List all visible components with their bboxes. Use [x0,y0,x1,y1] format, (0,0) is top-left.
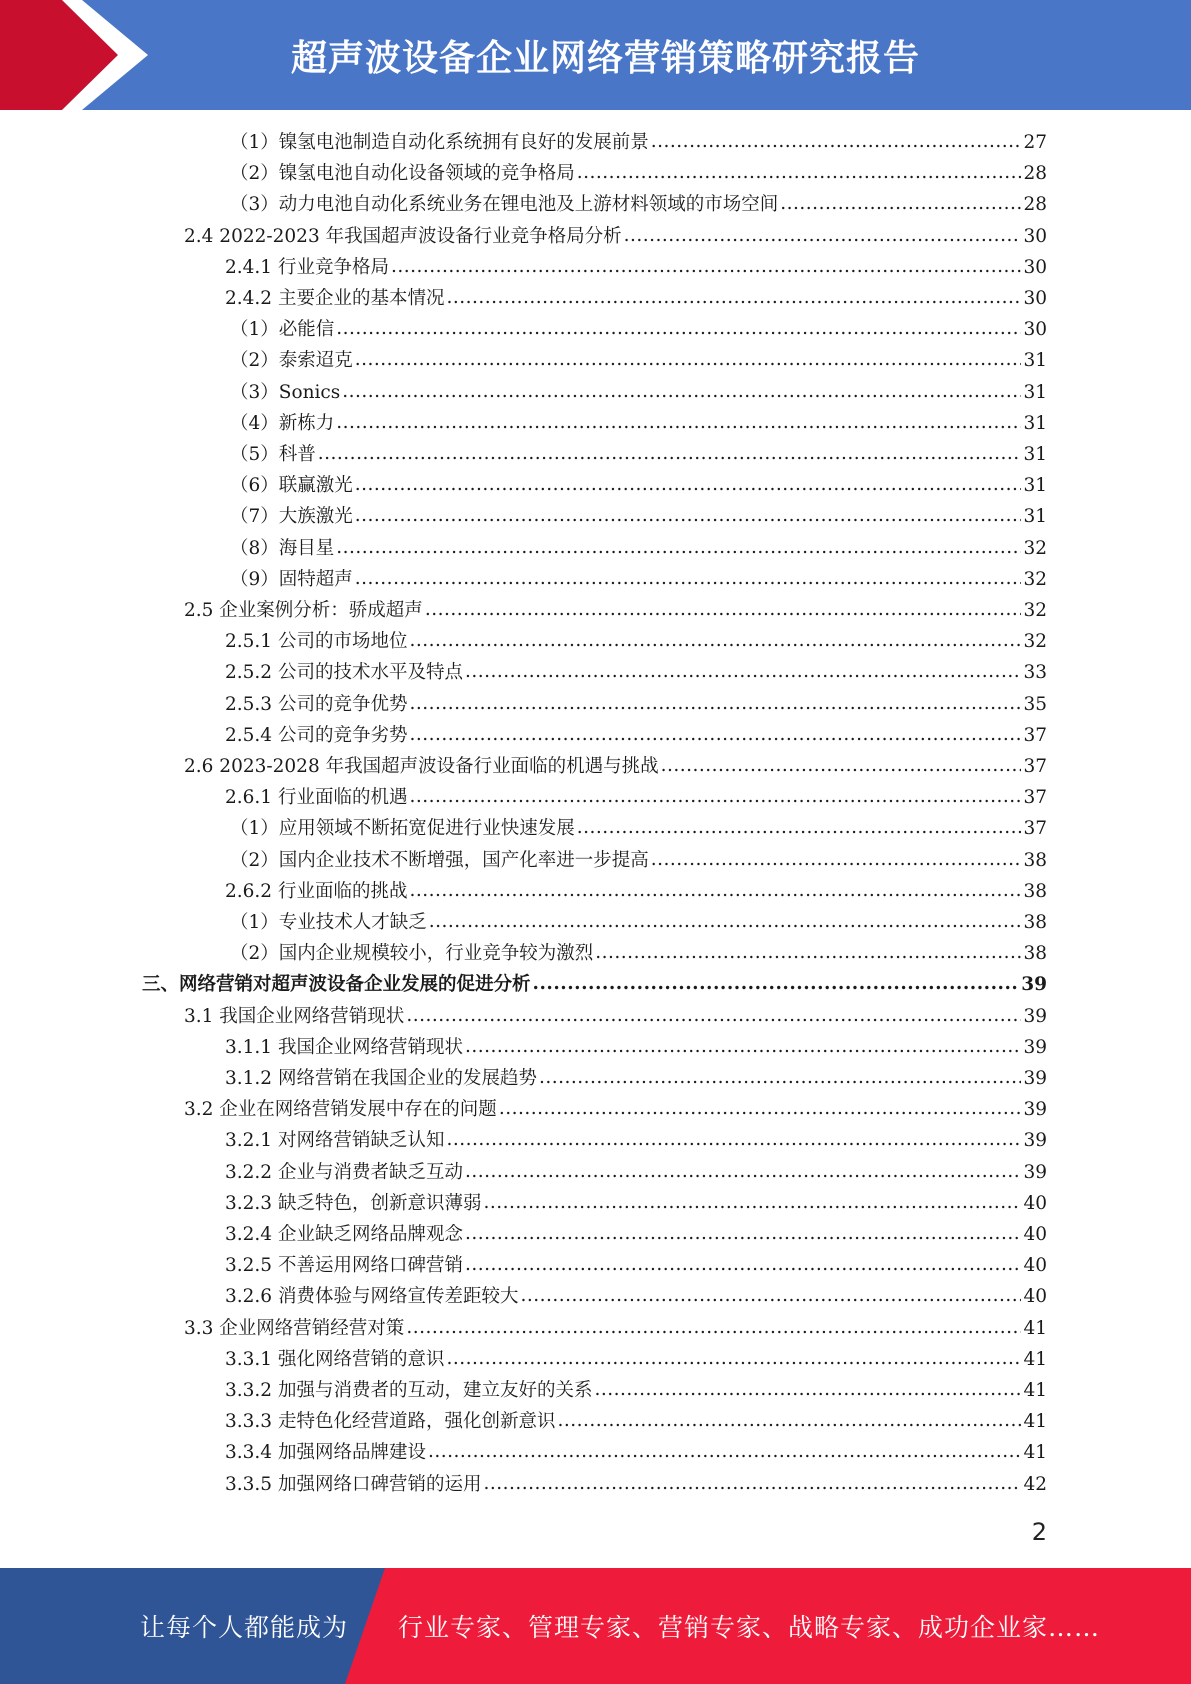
toc-leader-dots [465,1218,1021,1249]
toc-entry-page: 32 [1023,537,1047,559]
toc-leader-dots [465,656,1021,687]
toc-leader-dots [409,781,1021,812]
toc-entry-page: 38 [1023,912,1047,933]
toc-leader-dots [499,1093,1022,1124]
toc-entry-page: 28 [1023,163,1047,185]
toc-leader-dots [336,532,1021,563]
toc-leader-dots [409,625,1021,656]
toc-entry[interactable] [184,1313,1047,1344]
toc-entry-page: 39 [1023,1099,1047,1121]
toc-entry[interactable] [225,283,1047,314]
toc-entry-label: 2.6.2 行业面临的挑战 [225,880,408,902]
toc-entry-label: 2.5.1 公司的市场地位 [225,631,408,653]
toc-entry-page: 33 [1023,662,1047,684]
toc-entry-page: 41 [1023,1317,1047,1339]
toc-entry-page: 37 [1023,787,1047,809]
toc-leader-dots [409,688,1021,719]
toc-leader-dots [429,906,1022,937]
toc-entry-page: 39 [1023,1161,1047,1183]
toc-entry-label: （2）镍氢电池自动化设备领域的竞争格局 [230,163,575,185]
toc-leader-dots [594,1374,1021,1405]
toc-entry-label: （8）海目星 [230,537,335,559]
toc-entry-label: 3.2.1 对网络营销缺乏认知 [225,1130,445,1152]
toc-entry-label: 三、网络营销对超声波设备企业发展的促进分析 [142,974,531,996]
toc-entry[interactable] [225,876,1047,907]
toc-leader-dots [651,126,1022,157]
toc-leader-dots [595,937,1021,968]
toc-entry-page: 37 [1023,818,1047,840]
page-number: 2 [1031,1518,1047,1546]
page-footer [0,1568,1191,1684]
toc-entry-label: （5）科普 [230,444,316,465]
toc-entry[interactable] [225,1406,1047,1437]
footer-slogan-right: 行业专家、管理专家、营销专家、战略专家、成功企业家…… [398,1613,1101,1642]
toc-entry-page: 41 [1023,1380,1047,1401]
toc-leader-dots [533,968,1020,999]
toc-leader-dots [406,1312,1021,1343]
toc-entry[interactable] [184,1094,1047,1125]
report-title: 超声波设备企业网络营销策略研究报告 [290,37,920,79]
toc-entry-page: 30 [1023,319,1047,341]
toc-leader-dots [539,1062,1021,1093]
toc-entry-label: 2.6.1 行业面临的机遇 [225,787,408,809]
toc-entry[interactable] [225,1375,1047,1406]
toc-leader-dots [446,1124,1021,1155]
toc-entry-page: 37 [1023,724,1047,746]
toc-entry[interactable] [225,657,1047,688]
toc-entry[interactable] [225,782,1047,813]
toc-leader-dots [483,1468,1021,1499]
toc-entry-label: （7）大族激光 [230,506,353,528]
toc-entry-label: 3.3 企业网络营销经营对策 [184,1317,405,1339]
toc-entry[interactable] [184,751,1047,782]
toc-leader-dots [446,282,1021,313]
toc-entry-page: 31 [1023,381,1047,403]
toc-entry-page: 30 [1023,288,1047,309]
toc-entry-page: 31 [1023,412,1047,434]
toc-entry[interactable] [230,314,1047,345]
toc-entry-label: 3.1.1 我国企业网络营销现状 [225,1036,463,1058]
toc-leader-dots [577,812,1022,843]
toc-entry-page: 31 [1023,444,1047,465]
toc-entry-label: 3.1 我国企业网络营销现状 [184,1005,405,1027]
toc-entry-label: 2.4.1 行业竞争格局 [225,256,389,278]
toc-entry-page: 32 [1023,631,1047,653]
toc-entry-page: 37 [1023,756,1047,777]
toc-entry-label: 2.6 2023-2028 年我国超声波设备行业面临的机遇与挑战 [184,756,659,777]
toc-entry[interactable] [225,1250,1047,1281]
toc-leader-dots [409,875,1021,906]
toc-entry[interactable] [230,470,1047,501]
toc-entry-page: 32 [1023,600,1047,621]
toc-entry[interactable] [230,408,1047,439]
toc-entry[interactable] [225,1188,1047,1219]
toc-entry-page: 32 [1023,568,1047,590]
toc-leader-dots [465,1031,1021,1062]
toc-entry[interactable] [230,127,1047,158]
toc-leader-dots [520,1280,1021,1311]
toc-entry[interactable] [230,377,1047,408]
toc-entry[interactable] [230,907,1047,938]
toc-entry-page: 31 [1023,475,1047,497]
toc-entry[interactable] [225,1219,1047,1250]
toc-entry[interactable] [225,1063,1047,1094]
toc-entry-label: 3.2.5 不善运用网络口碑营销 [225,1255,463,1277]
toc-leader-dots [355,469,1022,500]
toc-leader-dots [624,220,1022,251]
toc-entry-page: 35 [1023,693,1047,715]
toc-entry-label: （2）国内企业规模较小，行业竞争较为激烈 [230,943,594,965]
toc-leader-dots [406,1000,1021,1031]
toc-entry-page: 39 [1023,1130,1047,1152]
toc-entry-page: 31 [1023,506,1047,528]
toc-leader-dots [557,1405,1021,1436]
toc-entry[interactable] [230,345,1047,376]
toc-leader-dots [651,844,1022,875]
toc-entry[interactable] [225,1437,1047,1468]
toc-entry[interactable] [230,938,1047,969]
toc-entry[interactable] [184,1001,1047,1032]
toc-entry[interactable] [230,813,1047,844]
toc-entry[interactable] [184,221,1047,252]
toc-entry-label: 3.3.3 走特色化经营道路，强化创新意识 [225,1411,556,1433]
toc-entry[interactable] [225,252,1047,283]
toc-entry-label: 3.2 企业在网络营销发展中存在的问题 [184,1099,497,1121]
toc-leader-dots [318,438,1022,469]
toc-entry-page: 28 [1023,194,1047,216]
toc-leader-dots [425,594,1022,625]
toc-leader-dots [446,1343,1021,1374]
toc-entry[interactable] [142,969,1047,1000]
toc-entry[interactable] [225,689,1047,720]
toc-entry-page: 27 [1023,132,1047,153]
toc-entry[interactable] [225,1469,1047,1500]
toc-entry-label: （3）Sonics [230,381,341,403]
toc-entry-label: （6）联赢激光 [230,475,353,497]
toc-entry-page: 38 [1023,880,1047,902]
toc-entry-page: 30 [1023,256,1047,278]
toc-leader-dots [577,157,1022,188]
toc-leader-dots [661,750,1022,781]
toc-entry[interactable] [225,1125,1047,1156]
toc-entry-label: 2.5.4 公司的竞争劣势 [225,724,408,746]
toc-entry[interactable] [225,1281,1047,1312]
toc-leader-dots [465,1156,1021,1187]
toc-entry-page: 41 [1023,1348,1047,1370]
toc-entry[interactable] [225,1344,1047,1375]
toc-entry-label: （2）国内企业技术不断增强，国产化率进一步提高 [230,849,649,871]
toc-entry-label: 3.2.4 企业缺乏网络品牌观念 [225,1224,463,1245]
toc-entry[interactable] [230,501,1047,532]
toc-entry-page: 40 [1023,1224,1047,1245]
toc-entry-label: 2.5 企业案例分析：骄成超声 [184,600,423,621]
footer-slogan-left: 让每个人都能成为 [140,1613,349,1642]
page-header [0,0,1191,110]
toc-entry-page: 38 [1023,849,1047,871]
toc-entry-label: 3.3.4 加强网络品牌建设 [225,1442,426,1464]
toc-entry-label: 3.2.6 消费体验与网络宣传差距较大 [225,1286,519,1308]
toc-entry-label: 3.2.3 缺乏特色，创新意识薄弱 [225,1192,482,1214]
toc-entry-label: 2.4 2022-2023 年我国超声波设备行业竞争格局分析 [184,225,622,247]
toc-entry[interactable] [230,158,1047,189]
toc-entry-page: 39 [1021,974,1047,996]
toc-leader-dots [355,500,1022,531]
toc-entry-label: （1）专业技术人才缺乏 [230,912,427,933]
toc-entry-page: 30 [1023,225,1047,247]
toc-entry-label: （2）泰索迢克 [230,350,353,372]
toc-entry-label: 3.3.2 加强与消费者的互动，建立友好的关系 [225,1380,593,1401]
toc-entry[interactable] [225,626,1047,657]
toc-leader-dots [391,251,1021,282]
toc-entry-page: 41 [1023,1442,1047,1464]
toc-leader-dots [355,563,1022,594]
toc-leader-dots [409,719,1021,750]
toc-leader-dots [483,1187,1021,1218]
toc-entry-label: 3.3.1 强化网络营销的意识 [225,1348,445,1370]
toc-entry-label: 2.5.2 公司的技术水平及特点 [225,662,463,684]
toc-entry[interactable] [225,1032,1047,1063]
toc-entry[interactable] [184,595,1047,626]
toc-entry[interactable] [230,439,1047,470]
toc-entry-label: 3.3.5 加强网络口碑营销的运用 [225,1473,482,1495]
toc-entry-label: 3.2.2 企业与消费者缺乏互动 [225,1161,463,1183]
toc-entry-label: （3）动力电池自动化系统业务在锂电池及上游材料领域的市场空间 [230,194,779,216]
toc-leader-dots [355,344,1022,375]
toc-entry-label: 2.5.3 公司的竞争优势 [225,693,408,715]
toc-leader-dots [465,1249,1021,1280]
toc-entry[interactable] [230,189,1047,220]
toc-entry-page: 39 [1023,1005,1047,1027]
toc-leader-dots [428,1436,1021,1467]
toc-leader-dots [336,313,1021,344]
toc-entry[interactable] [230,564,1047,595]
toc-leader-dots [780,188,1021,219]
toc-entry-label: （1）必能信 [230,319,335,341]
toc-entry[interactable] [230,533,1047,564]
toc-entry-page: 39 [1023,1036,1047,1058]
toc-entry-page: 42 [1023,1473,1047,1495]
toc-leader-dots [336,407,1021,438]
toc-entry-page: 31 [1023,350,1047,372]
toc-entry-label: 2.4.2 主要企业的基本情况 [225,288,445,309]
toc-entry-label: （1）应用领域不断拓宽促进行业快速发展 [230,818,575,840]
toc-entry[interactable] [225,1157,1047,1188]
toc-entry[interactable] [225,720,1047,751]
toc-entry-label: （9）固特超声 [230,568,353,590]
toc-entry-label: （1）镍氢电池制造自动化系统拥有良好的发展前景 [230,132,649,153]
toc-entry-page: 39 [1023,1068,1047,1089]
toc-entry-page: 40 [1023,1192,1047,1214]
toc-entry-page: 40 [1023,1255,1047,1277]
toc-entry-page: 40 [1023,1286,1047,1308]
toc-entry-label: （4）新栋力 [230,412,335,434]
toc-entry-page: 38 [1023,943,1047,965]
toc-leader-dots [342,376,1021,407]
toc-entry-label: 3.1.2 网络营销在我国企业的发展趋势 [225,1068,537,1089]
toc-entry[interactable] [230,845,1047,876]
toc-entry-page: 41 [1023,1411,1047,1433]
